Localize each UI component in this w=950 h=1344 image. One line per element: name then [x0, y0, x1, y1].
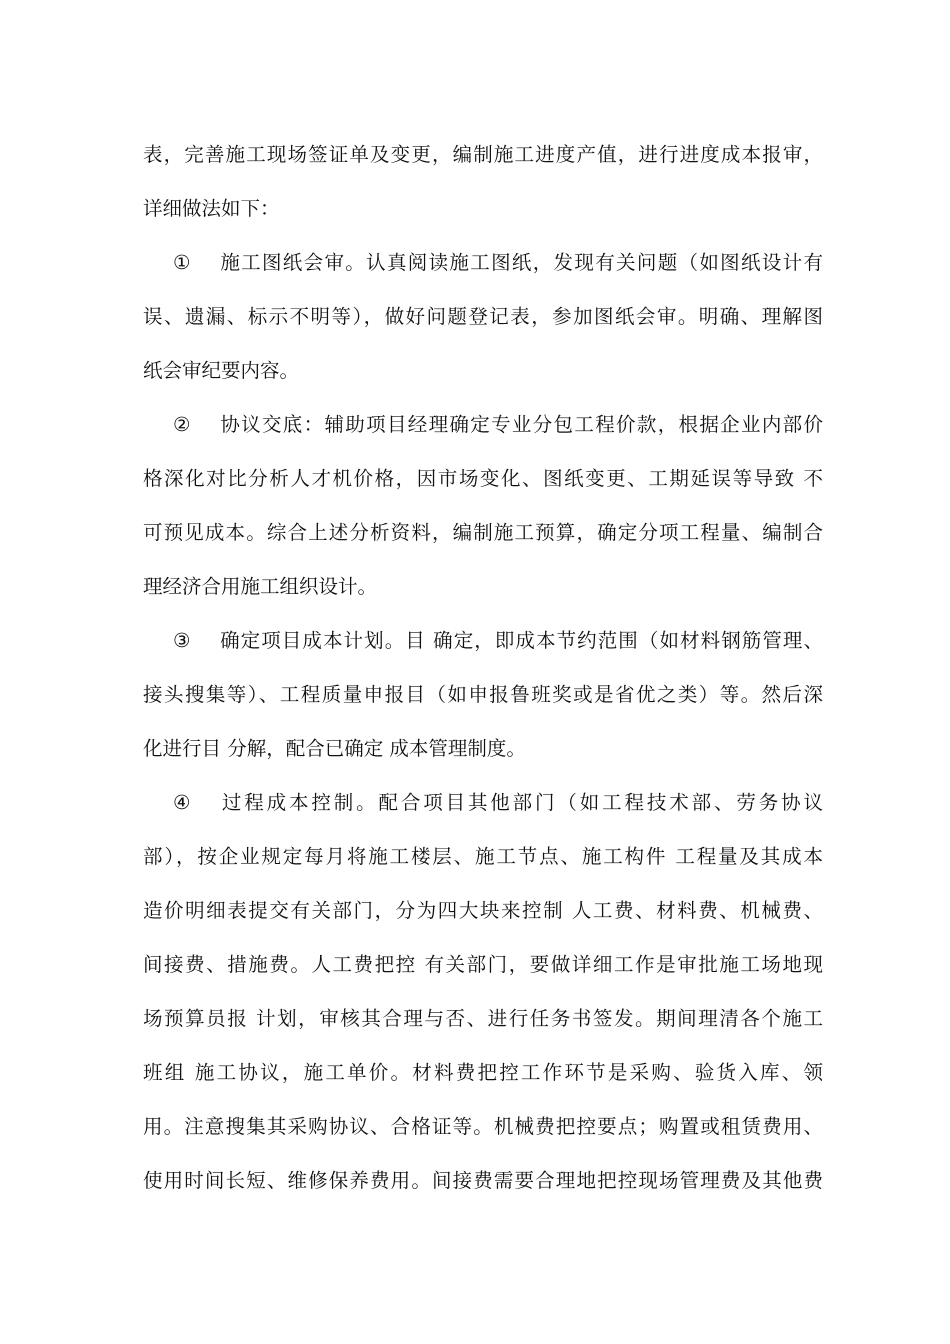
paragraph-line: 部），按企业规定每月将施工楼层、施工节点、施工构件 工程量及其成本: [143, 845, 823, 868]
list-item-4-line: [173, 786, 823, 820]
paragraph-line: 理经济合用施工组织设计。: [143, 575, 378, 598]
paragraph-line: 格深化对比分析人才机价格，因市场变化、图纸变更、工期延误等导致 不: [143, 467, 823, 490]
list-item-2-line: [173, 408, 823, 442]
paragraph-line: 场预算员报 计划，审核其合理与否、进行任务书签发。期间理清各个施工: [143, 1007, 823, 1030]
paragraph-line: 间接费、措施费。人工费把控 有关部门，要做详细工作是审批施工场地现: [143, 953, 823, 976]
paragraph-line: 接头搜集等）、工程质量申报目（如申报鲁班奖或是省优之类）等。然后深: [143, 683, 823, 706]
paragraph-line: 可预见成本。综合上述分析资料，编制施工预算，确定分项工程量、编制合: [143, 521, 823, 544]
list-item-text: 施工图纸会审。认真阅读施工图纸，发现有关问题（如图纸设计有: [219, 251, 823, 274]
list-item-text: 协议交底：辅助项目经理确定专业分包工程价款，根据企业内部价: [219, 413, 823, 436]
paragraph-line: 误、遗漏、标示不明等），做好问题登记表，参加图纸会审。明确、理解图: [143, 305, 823, 328]
paragraph-line: 表，完善施工现场签证单及变更，编制施工进度产值，进行进度成本报审，: [143, 143, 823, 166]
list-marker-2: ②: [173, 413, 191, 436]
list-marker-1: ①: [173, 251, 191, 274]
paragraph-line: 化进行目 分解，配合已确定 成本管理制度。: [143, 737, 526, 760]
list-item-text: 确定项目成本计划。目 确定，即成本节约范围（如材料钢筋管理、: [219, 629, 823, 652]
list-item-1-line: [173, 246, 823, 280]
list-item-text: 过程成本控制。配合项目其他部门（如工程技术部、劳务协议: [219, 791, 823, 814]
paragraph-line: 纸会审纪要内容。: [143, 359, 300, 382]
list-item-3-line: [173, 624, 823, 658]
paragraph-line: 使用时间长短、维修保养费用。间接费需要合理地把控现场管理费及其他费: [143, 1169, 823, 1192]
paragraph-line: 用。注意搜集其采购协议、合格证等。机械费把控要点；购置或租赁费用、: [143, 1115, 823, 1138]
paragraph-line: 详细做法如下：: [143, 197, 280, 220]
list-marker-3: ③: [173, 629, 191, 652]
paragraph-line: 班组 施工协议，施工单价。材料费把控工作环节是采购、验货入库、领: [143, 1061, 823, 1084]
list-marker-4: ④: [173, 791, 191, 814]
paragraph-line: 造价明细表提交有关部门，分为四大块来控制 人工费、材料费、机械费、: [143, 899, 823, 922]
